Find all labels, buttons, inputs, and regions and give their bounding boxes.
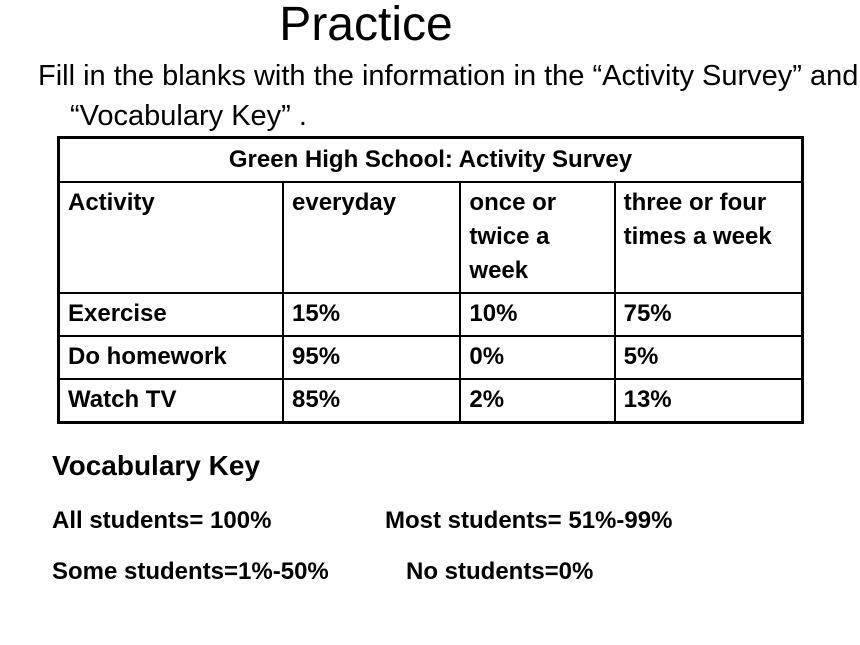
- table-caption: Green High School: Activity Survey: [59, 138, 803, 183]
- cell-everyday: 95%: [283, 336, 460, 379]
- vocab-most-students: Most students= 51%-99%: [385, 507, 673, 534]
- vocabulary-line-2: [52, 556, 594, 588]
- header-three-or-four: three or four times a week: [615, 182, 803, 293]
- table-row: [59, 293, 803, 336]
- table-caption-row: [59, 138, 803, 183]
- table-header-row: [59, 182, 803, 293]
- cell-once-or-twice: 10%: [460, 293, 614, 336]
- vocabulary-key-heading: Vocabulary Key: [52, 450, 261, 481]
- vocabulary-line-1: [52, 505, 673, 537]
- header-everyday: everyday: [283, 182, 460, 293]
- vocab-all-students: All students= 100%: [52, 507, 272, 534]
- cell-everyday: 15%: [283, 293, 460, 336]
- cell-three-or-four: 13%: [615, 379, 803, 423]
- cell-activity: Exercise: [59, 293, 284, 336]
- cell-everyday: 85%: [283, 379, 460, 423]
- instructions-text: Fill in the blanks with the information in the “Activity Survey” and “Vocabulary Key” .: [38, 60, 859, 132]
- page-title: Practice: [279, 0, 453, 51]
- cell-once-or-twice: 2%: [460, 379, 614, 423]
- vocab-no-students: No students=0%: [406, 558, 594, 585]
- cell-activity: Do homework: [59, 336, 284, 379]
- table-row: [59, 379, 803, 423]
- vocab-some-students: Some students=1%-50%: [52, 558, 329, 585]
- cell-three-or-four: 75%: [615, 293, 803, 336]
- header-activity: Activity: [59, 182, 284, 293]
- table-row: [59, 336, 803, 379]
- cell-activity: Watch TV: [59, 379, 284, 423]
- cell-three-or-four: 5%: [615, 336, 803, 379]
- cell-once-or-twice: 0%: [460, 336, 614, 379]
- header-once-or-twice: once or twice a week: [460, 182, 614, 293]
- activity-survey-table: [57, 136, 804, 424]
